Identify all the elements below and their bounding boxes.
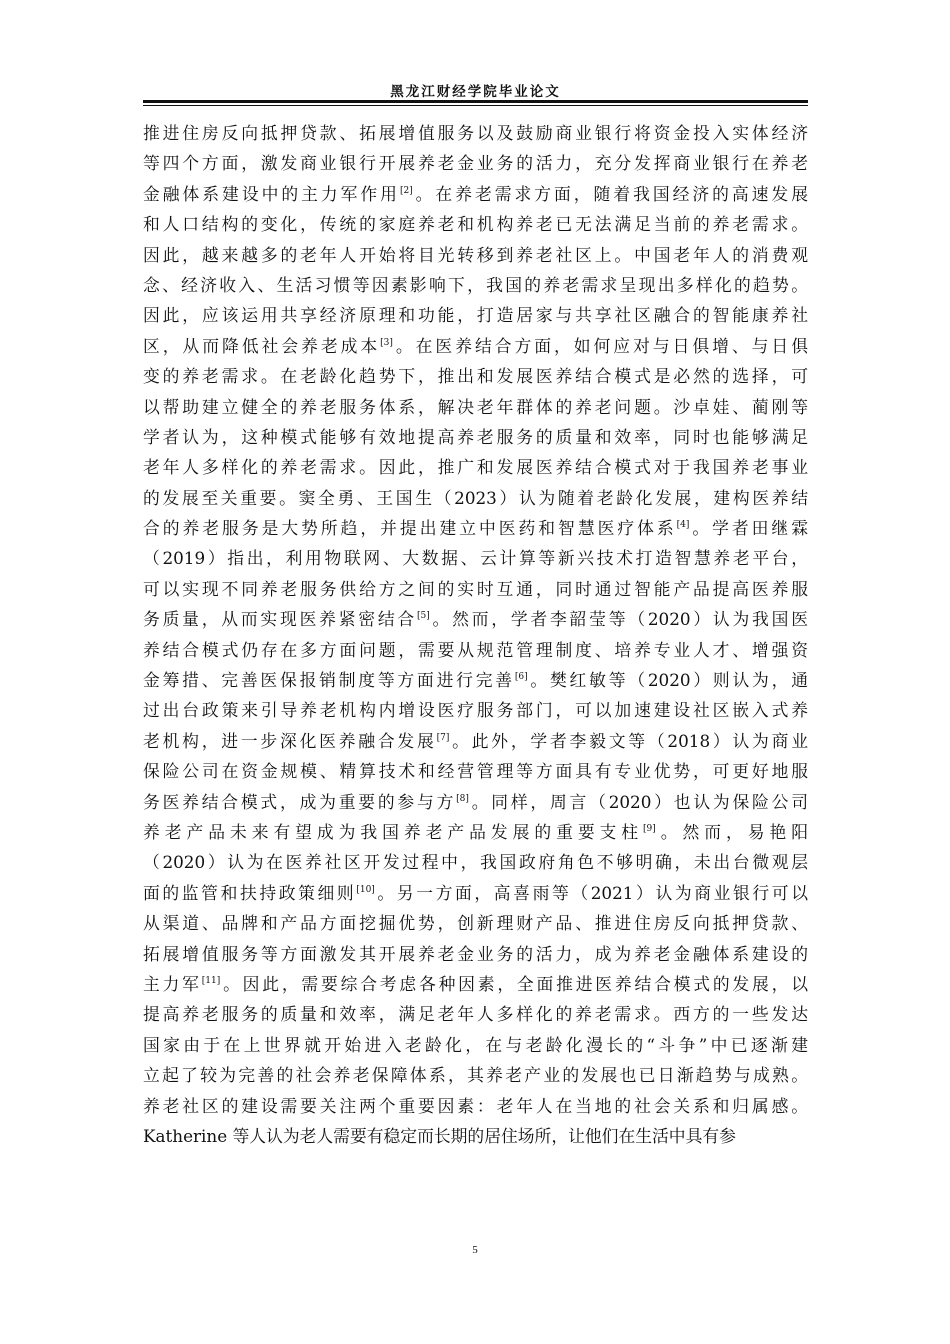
citation-ref: [7] [436, 732, 450, 743]
text-line [143, 908, 808, 938]
text-line [143, 878, 808, 908]
line-text: Katherine 等人认为老人需要有稳定而长期的居住场所，让他们在生活中具有参 [143, 1125, 736, 1146]
citation-ref: [11] [201, 975, 221, 986]
line-text-continued: 。同样，周言（2020）也认为保险公司 [468, 791, 808, 812]
line-text-continued: 。另一方面，高喜雨等（2021）认为商业银行可以 [374, 882, 808, 903]
text-line [143, 665, 808, 695]
line-text: 务质量，从而实现医养紧密结合 [143, 609, 418, 630]
line-text: （2019）指出，利用物联网、大数据、云计算等新兴技术打造智慧养老平台， [143, 548, 808, 569]
text-line [143, 331, 808, 361]
line-text: 保险公司在资金规模、精算技术和经营管理等方面具有专业优势，可更好地服 [143, 761, 808, 782]
line-text: 老年人多样化的养老需求。因此，推广和发展医养结合模式对于我国养老事业 [143, 457, 808, 478]
line-text: 可以实现不同养老服务供给方之间的实时互通，同时通过智能产品提高医养服 [143, 578, 808, 599]
text-line [143, 695, 808, 725]
line-text: 立起了较为完善的社会养老保障体系，其养老产业的发展也已日渐趋势与成熟。 [143, 1065, 808, 1086]
line-text: 主力军 [143, 973, 202, 994]
line-text: 养老产品未来有望成为我国养老产品发展的重要支柱 [143, 821, 644, 842]
citation-ref: [10] [356, 884, 375, 895]
text-line [143, 240, 808, 270]
text-line [143, 817, 808, 847]
line-text: 务医养结合模式，成为重要的参与方 [143, 791, 457, 812]
text-line [143, 513, 808, 543]
text-line [143, 787, 808, 817]
line-text: （2020）认为在医养社区开发过程中，我国政府角色不够明确，未出台微观层 [143, 852, 808, 873]
line-text: 金融体系建设中的主力军作用 [143, 183, 400, 204]
line-text-continued: 。因此，需要综合考虑各种因素，全面推进医养结合模式的发展，以 [220, 973, 808, 994]
text-line [143, 756, 808, 786]
text-line [143, 939, 808, 969]
header-rule-thick [143, 100, 808, 103]
line-text: 过出台政策来引导养老机构内增设医疗服务部门，可以加速建设社区嵌入式养 [143, 700, 808, 721]
line-text: 以帮助建立健全的养老服务体系，解决老年群体的养老问题。沙卓娃、蔺刚等 [143, 396, 808, 417]
line-text: 的发展至关重要。窦全勇、王国生（2023）认为随着老龄化发展，建构医养结 [143, 487, 808, 508]
body-paragraph [143, 118, 808, 1151]
text-line [143, 392, 808, 422]
citation-ref: [4] [676, 520, 690, 531]
line-text-continued: 。然而，易艳阳 [655, 821, 808, 842]
line-text: 养结合模式仍存在多方面问题，需要从规范管理制度、培养专业人才、增强资 [143, 639, 808, 660]
line-text: 从渠道、品牌和产品方面挖掘优势，创新理财产品、推进住房反向抵押贷款、 [143, 913, 808, 934]
line-text: 学者认为，这种模式能够有效地提高养老服务的质量和效率，同时也能够满足 [143, 426, 808, 447]
citation-ref: [8] [456, 793, 469, 804]
text-line [143, 847, 808, 877]
line-text-continued: 。学者田继霖 [689, 518, 808, 539]
text-line [143, 1091, 808, 1121]
page-number: 5 [472, 1244, 478, 1256]
line-text: 因此，越来越多的老年人开始将目光转移到养老社区上。中国老年人的消费观 [143, 244, 808, 265]
line-text: 念、经济收入、生活习惯等因素影响下，我国的养老需求呈现出多样化的趋势。 [143, 274, 808, 295]
line-text: 提高养老服务的质量和效率，满足老年人多样化的养老需求。西方的一些发达 [143, 1004, 808, 1025]
line-text: 因此，应该运用共享经济原理和功能，打造居家与共享社区融合的智能康养社 [143, 305, 808, 326]
line-text-continued: 。然而，学者李韶莹等（2020）认为我国医 [429, 609, 808, 630]
text-line [143, 483, 808, 513]
line-text-continued: 。在医养结合方面，如何应对与日俱增、与日俱 [392, 335, 808, 356]
text-line [143, 148, 808, 178]
line-text: 老机构，进一步深化医养融合发展 [143, 730, 437, 751]
text-line [143, 270, 808, 300]
text-line [143, 361, 808, 391]
citation-ref: [6] [514, 672, 528, 683]
line-text: 等四个方面，激发商业银行开展养老金业务的活力，充分发挥商业银行在养老 [143, 153, 808, 174]
text-line [143, 999, 808, 1029]
text-line [143, 574, 808, 604]
text-line [143, 726, 808, 756]
text-line [143, 118, 808, 148]
text-line [143, 1060, 808, 1090]
text-line [143, 452, 808, 482]
text-line [143, 209, 808, 239]
line-text: 金筹措、完善医保报销制度等方面进行完善 [143, 670, 515, 691]
text-line [143, 543, 808, 573]
page-header-title: 黑龙江财经学院毕业论文 [390, 84, 561, 100]
line-text: 推进住房反向抵押贷款、拓展增值服务以及鼓励商业银行将资金投入实体经济 [143, 123, 808, 143]
line-text: 面的监管和扶持政策细则 [143, 882, 357, 903]
citation-ref: [5] [417, 611, 430, 622]
line-text: 区，从而降低社会养老成本 [143, 335, 381, 356]
line-text-continued: 。在养老需求方面，随着我国经济的高速发展 [412, 183, 808, 204]
line-text: 变的养老需求。在老龄化趋势下，推出和发展医养结合模式是必然的选择，可 [143, 366, 808, 387]
line-text: 养老社区的建设需要关注两个重要因素：老年人在当地的社会关系和归属感。 [143, 1095, 808, 1116]
line-text-continued: 。樊红敏等（2020）则认为，通 [527, 670, 808, 691]
text-line [143, 300, 808, 330]
line-text: 国家由于在上世界就开始进入老龄化，在与老龄化漫长的“斗争”中已逐渐建 [143, 1034, 808, 1055]
citation-ref: [2] [399, 185, 413, 196]
header-rule-thin [143, 105, 808, 106]
text-line [143, 635, 808, 665]
text-line [143, 604, 808, 634]
line-text: 拓展增值服务等方面激发其开展养老金业务的活力，成为养老金融体系建设的 [143, 943, 808, 964]
citation-ref: [9] [643, 823, 656, 834]
line-text: 和人口结构的变化，传统的家庭养老和机构养老已无法满足当前的养老需求。 [143, 214, 808, 235]
text-line [143, 1030, 808, 1060]
text-line [143, 1121, 808, 1151]
line-text: 合的养老服务是大势所趋，并提出建立中医药和智慧医疗体系 [143, 518, 677, 539]
text-line [143, 179, 808, 209]
text-line [143, 969, 808, 999]
text-line [143, 422, 808, 452]
citation-ref: [3] [380, 337, 393, 348]
line-text-continued: 。此外，学者李毅文等（2018）认为商业 [449, 730, 808, 751]
